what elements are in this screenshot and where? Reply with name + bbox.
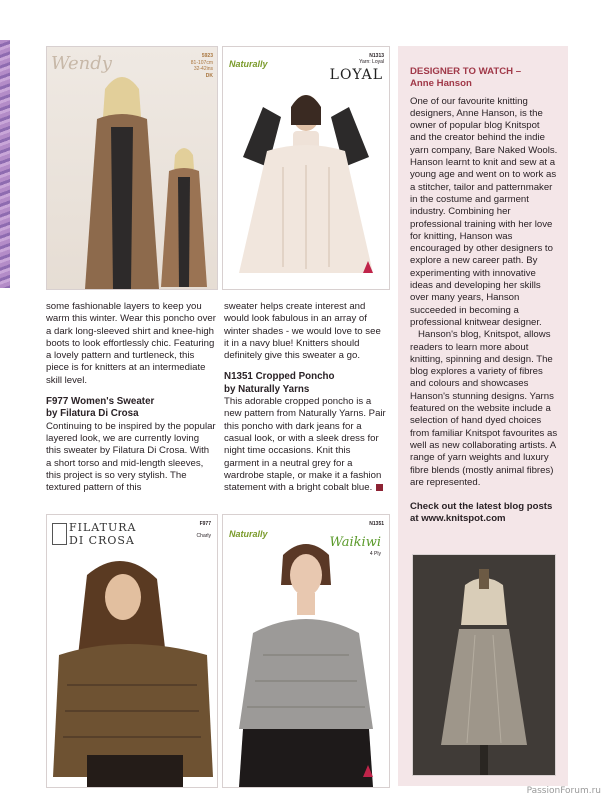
col2-para-2-text: This adorable cropped poncho is a new pattern from Naturally Yarns. Pair this poncho with dark jeans for a casual look, or with a sleek dress for night time occasions. Knit this garment in a neutral grey for a wardrobe staple, or make it a fashion statement with a bright cobalt blue. — [224, 396, 386, 494]
loyal-yarn-line: Yarn: Loyal — [359, 59, 384, 65]
col2-heading-2: by Naturally Yarns — [224, 383, 310, 395]
col2-heading-1: N1351 Cropped Poncho — [224, 371, 335, 383]
photo-knitspot-skirt — [412, 554, 556, 776]
naturally-logo-2: Naturally — [229, 529, 268, 539]
filatura-code: F977 — [199, 521, 211, 527]
sidebar-para-1: One of our favourite knitting designers, Anne Hanson, is the owner of popular blog Knitspot and the creator behind the indie yarn company, Bare Naked Wools. Hanson learnt to knit and sew at a young age and went on to work as a stitcher, tailor and patternmaker in the costume and garment industry. Combining her professional training with her love for knitting, Hanson was encouraged by other designers to explore a new career path. By experimenting with innovative ideas and developing her skills over many years, Hanson succeeded in becoming a professional knitwear designer. — [410, 95, 558, 328]
loyal-code: N1313 — [369, 53, 384, 59]
sidebar-cta: Check out the latest blog posts at www.knitspot.com — [410, 501, 553, 525]
waikiwi-ply: 4 Ply — [369, 551, 381, 557]
photo-filatura-sweater — [46, 514, 218, 788]
wendy-weight: DK — [205, 73, 213, 79]
wendy-logo: Wendy — [51, 53, 112, 74]
waikiwi-code: N1351 — [369, 521, 384, 527]
waikiwi-brand: Waikiwi — [329, 535, 381, 550]
col1-para-2: Continuing to be inspired by the popular layered look, we are currently loving this sweater by Filatura Di Crosa. With a short torso and mid-length sleeves, this project is so very stylish. The textured pattern of this — [46, 420, 216, 494]
col1-heading-2: by Filatura Di Crosa — [46, 408, 139, 420]
col1-heading-1: F977 Women's Sweater — [46, 396, 155, 408]
sidebar-para-2: Hanson's blog, Knitspot, allows readers to learn more about knitting, spinning and design. The blog explores a variety of fibres and colours and showcases Hanson's stunning designs. Yarns featured on the website include a selection of hand dyed choices from familiar Knitspot favourites as well as new collaborating artists. A range of yarn weights and luxury fibre blends (mostly animal fibres) are represented. — [410, 329, 558, 488]
photo-waikiwi-poncho — [222, 514, 390, 788]
wendy-models-illustration — [47, 47, 217, 289]
sidebar-title-2: Anne Hanson — [410, 78, 472, 90]
filatura-yarn: Charly — [196, 533, 211, 539]
designer-sidebar — [398, 46, 568, 786]
end-mark-icon — [376, 484, 383, 491]
skirt-mannequin-illustration — [413, 555, 555, 775]
filatura-logo-2: DI CROSA — [69, 534, 135, 547]
waikiwi-model-illustration — [223, 515, 389, 787]
filatura-model-illustration — [47, 515, 217, 787]
wendy-size2: 32-42ins — [193, 66, 213, 72]
photo-wendy-cardigan — [46, 46, 218, 290]
wendy-size1: 81-107cm — [190, 60, 213, 66]
knit-strip-image — [0, 40, 10, 288]
loyal-brand: LOYAL — [329, 67, 383, 83]
watermark: PassionForum.ru — [526, 786, 601, 796]
loyal-model-illustration — [223, 47, 389, 289]
wendy-code: 5923 — [201, 53, 213, 59]
col1-para-1: some fashionable layers to keep you warm this winter. Wear this poncho over a dark long-sleeved shirt and knee-high boots to look effortlessly chic. Featuring a lovely pattern and turtleneck, this piece is for knitters at an intermediate skill level. — [46, 301, 216, 386]
sidebar-title-1: DESIGNER TO WATCH – — [410, 66, 522, 77]
photo-loyal-poncho — [222, 46, 390, 290]
col2-para-1: sweater helps create interest and would look fabulous in an array of winter shades - we would love to see it in a navy blue! Knitters should definitely give this sweater a go. — [224, 301, 381, 362]
col2-para-2 — [224, 396, 388, 494]
filatura-logo: FILATURA — [69, 521, 137, 534]
naturally-logo-1: Naturally — [229, 59, 268, 69]
